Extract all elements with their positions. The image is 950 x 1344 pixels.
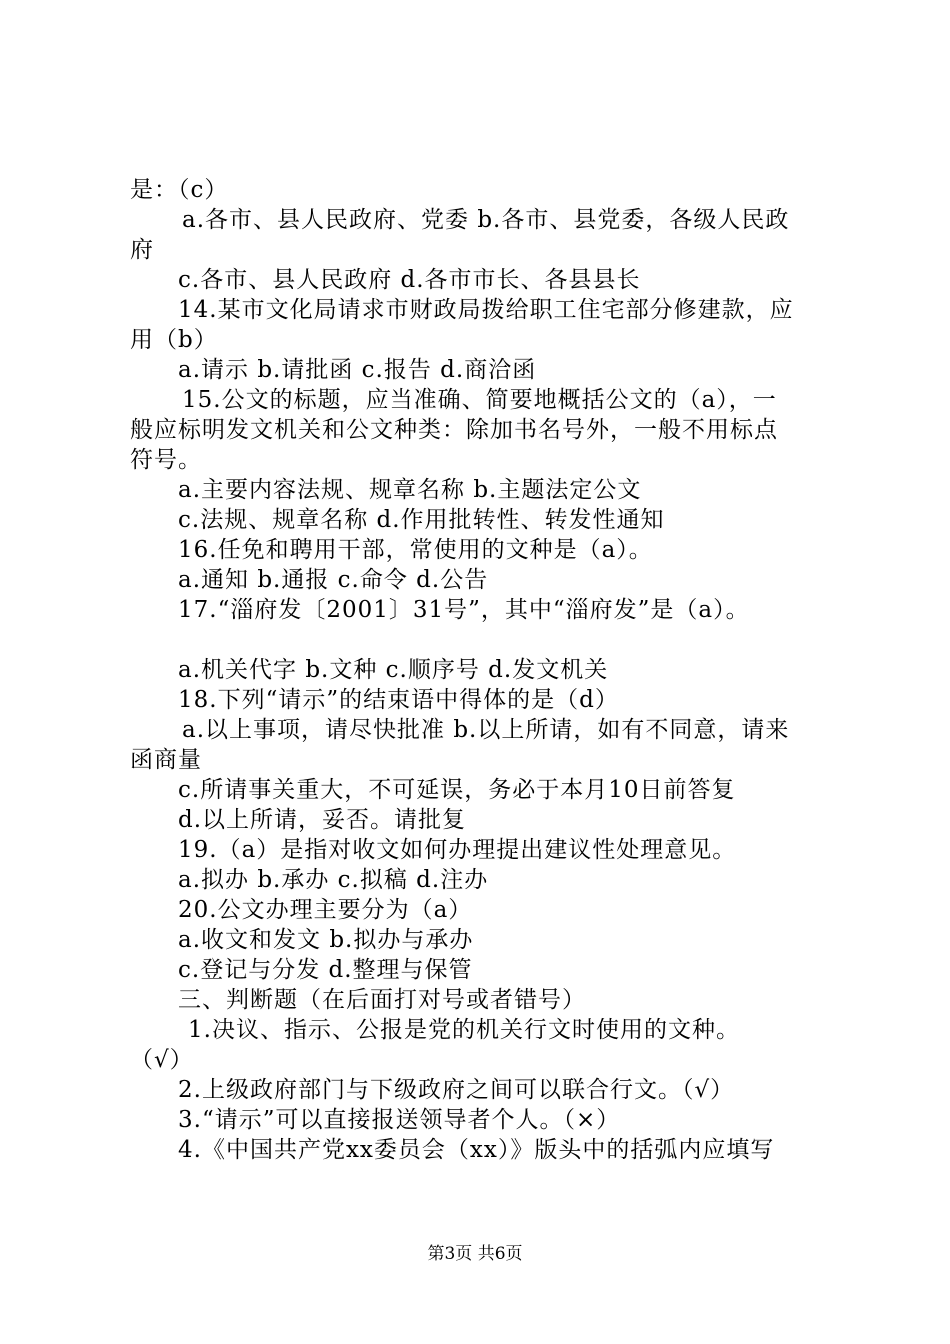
text-line: c.登记与分发 d.整理与保管	[178, 957, 473, 983]
text-line: c.所请事关重大，不可延误，务必于本月10日前答复	[178, 777, 736, 803]
text-line: a.拟办 b.承办 c.拟稿 d.注办	[178, 867, 489, 893]
text-line: 4.《中国共产党xx委员会（xx）》版头中的括弧内应填写	[178, 1137, 775, 1163]
blank-line	[130, 625, 835, 655]
text-line: 函商量	[130, 747, 202, 773]
text-line: 符号。	[130, 447, 202, 473]
text-line: a.各市、县人民政府、党委 b.各市、县党委，各级人民政	[182, 207, 790, 233]
text-line: 18.下列“请示”的结束语中得体的是（d）	[178, 687, 619, 713]
text-line: a.通知 b.通报 c.命令 d.公告	[178, 567, 489, 593]
text-line: d.以上所请，妥否。请批复	[178, 807, 467, 833]
document-body	[130, 175, 835, 1165]
text-line: a.以上事项，请尽快批准 b.以上所请，如有不同意，请来	[182, 717, 790, 743]
text-line: a.请示 b.请批函 c.报告 d.商洽函	[178, 357, 537, 383]
text-line: c.各市、县人民政府 d.各市市长、各县县长	[178, 267, 641, 293]
text-line: 是：（c）	[130, 177, 229, 203]
text-line: （√）	[130, 1047, 194, 1073]
text-line: 般应标明发文机关和公文种类：除加书名号外，一般不用标点	[130, 417, 778, 443]
text-line: a.收文和发文 b.拟办与承办	[178, 927, 474, 953]
text-line: 15.公文的标题，应当准确、简要地概括公文的（a），一	[182, 387, 777, 413]
text-line: 府	[130, 237, 154, 263]
text-line: 14.某市文化局请求市财政局拨给职工住宅部分修建款，应	[178, 297, 794, 323]
text-line: 17.“淄府发〔2001〕31号”，其中“淄府发”是（a）。	[178, 597, 750, 623]
text-line: 19.（a）是指对收文如何办理提出建议性处理意见。	[178, 837, 737, 863]
text-line: 16.任免和聘用干部，常使用的文种是（a）。	[178, 537, 653, 563]
text-line: 1.决议、指示、公报是党的机关行文时使用的文种。	[188, 1017, 740, 1043]
text-line: 20.公文办理主要分为（a）	[178, 897, 473, 923]
text-line: a.机关代字 b.文种 c.顺序号 d.发文机关	[178, 657, 609, 683]
section-heading: 三、判断题（在后面打对号或者错号）	[178, 987, 586, 1013]
text-line: 3.“请示”可以直接报送领导者个人。（×）	[178, 1107, 621, 1133]
page-footer: 第3页 共6页	[427, 1244, 523, 1264]
text-line: 2.上级政府部门与下级政府之间可以联合行文。（√）	[178, 1077, 735, 1103]
text-line: a.主要内容法规、规章名称 b.主题法定公文	[178, 477, 642, 503]
text-line: c.法规、规章名称 d.作用批转性、转发性通知	[178, 507, 665, 533]
text-line: 用（b）	[130, 327, 218, 353]
